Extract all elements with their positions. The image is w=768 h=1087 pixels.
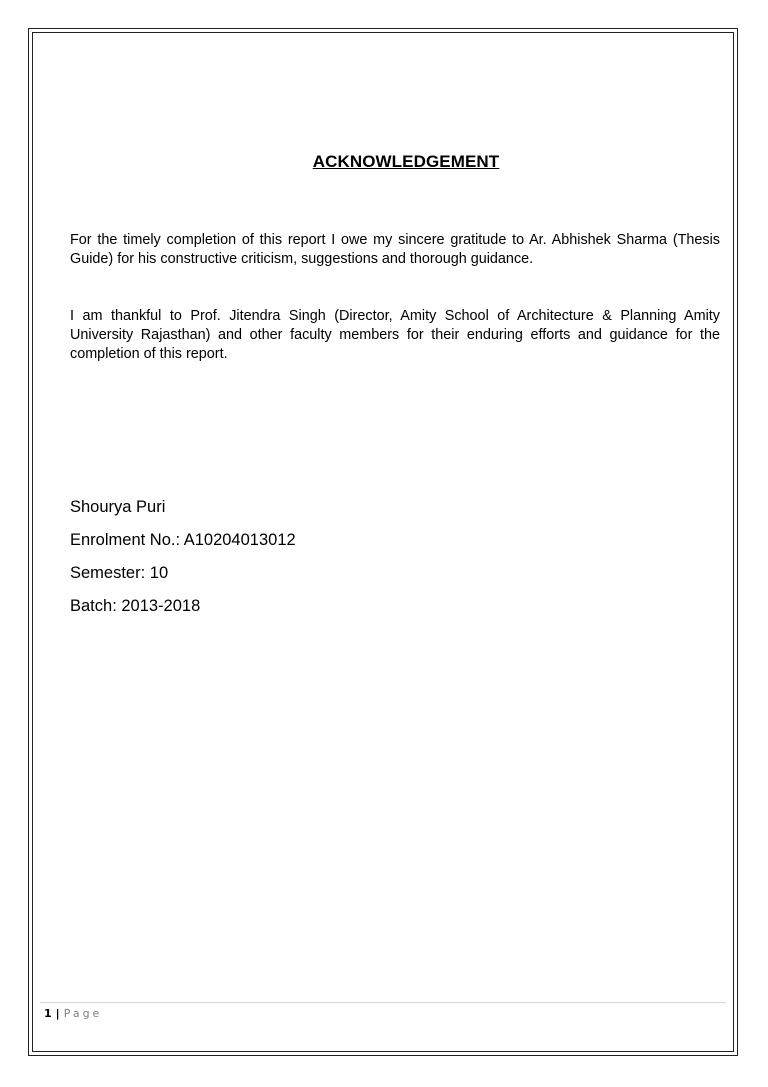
page-footer [44,1007,102,1021]
page-title: ACKNOWLEDGEMENT [312,152,500,171]
page-separator: | [55,1007,60,1020]
enrolment-number: Enrolment No.: A10204013012 [70,531,296,549]
page-number: 1 [44,1007,52,1020]
footer-divider [40,1002,726,1003]
semester: Semester: 10 [70,564,169,582]
acknowledgement-paragraph-2: I am thankful to Prof. Jitendra Singh (Director, Amity School of Architecture & Planning Amity University Rajasthan) and other faculty members for their enduring efforts and guidance for the completion of this report. [70,308,720,362]
page-label: Page [63,1007,103,1020]
acknowledgement-paragraph-1: For the timely completion of this report I owe my sincere gratitude to Ar. Abhishek Sharma (Thesis Guide) for his constructive criticism, suggestions and thorough guidance. [70,232,720,267]
author-name: Shourya Puri [70,498,166,516]
batch: Batch: 2013-2018 [70,597,201,615]
